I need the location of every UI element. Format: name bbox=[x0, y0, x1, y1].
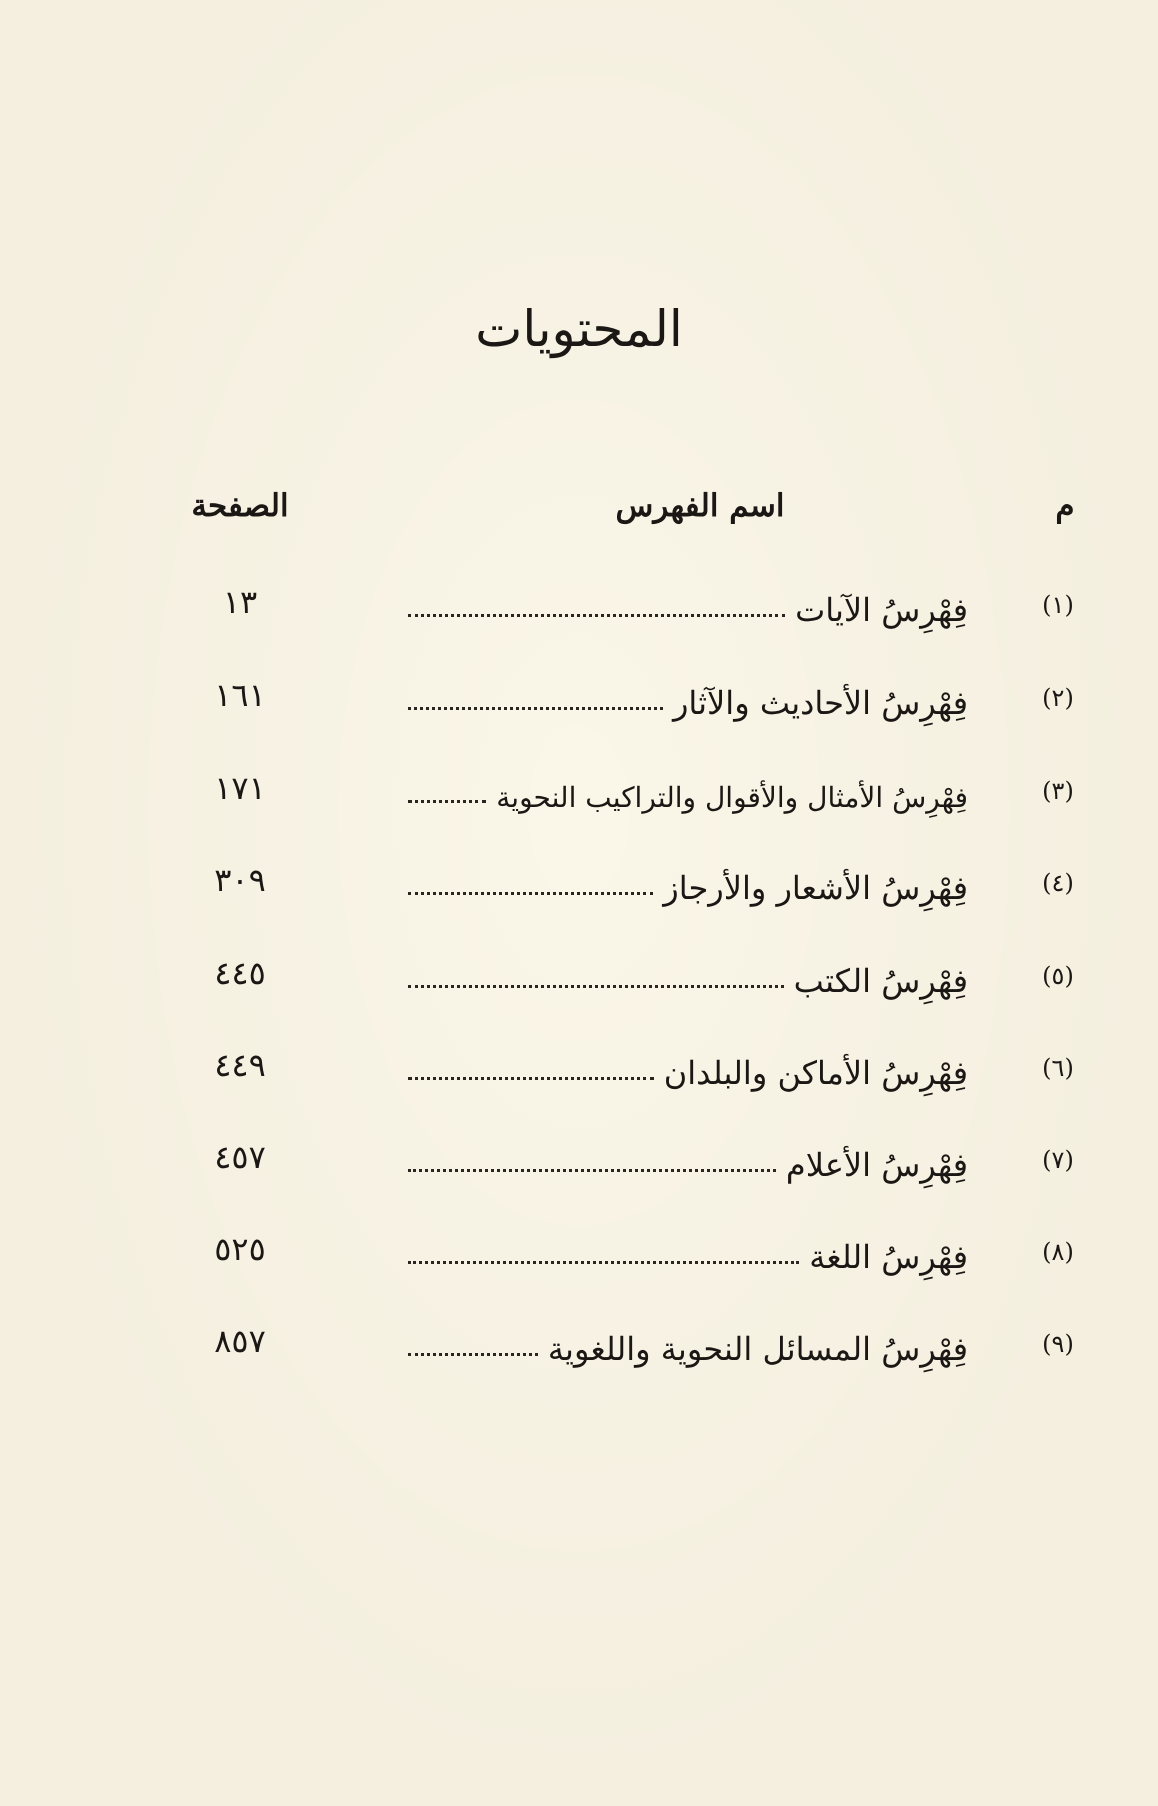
toc-row-page: ١٣ bbox=[222, 583, 258, 621]
toc-row bbox=[0, 1314, 1158, 1374]
toc-row-title-wrap bbox=[408, 859, 968, 907]
toc-row-number: (٥) bbox=[1042, 962, 1074, 990]
toc-row-page: ٨٥٧ bbox=[214, 1322, 266, 1360]
dot-leader bbox=[408, 1353, 538, 1356]
toc-row-title-wrap bbox=[408, 1136, 968, 1184]
toc-row-page: ٤٤٥ bbox=[214, 954, 266, 992]
dot-leader bbox=[408, 800, 486, 803]
toc-row-number: (٣) bbox=[1042, 777, 1074, 805]
toc-row bbox=[0, 853, 1158, 913]
toc-row bbox=[0, 1038, 1158, 1098]
toc-row-page: ٣٠٩ bbox=[214, 861, 266, 899]
toc-row-title-wrap bbox=[408, 767, 968, 815]
toc-row-number: (٦) bbox=[1042, 1054, 1074, 1082]
toc-row-title-wrap bbox=[408, 1320, 968, 1368]
dot-leader bbox=[408, 1261, 799, 1264]
toc-row-number: (٢) bbox=[1042, 684, 1074, 712]
toc-row-title: فِهْرِسُ الأشعار والأرجاز bbox=[663, 868, 968, 907]
toc-row-title: فِهْرِسُ الأماكن والبلدان bbox=[663, 1053, 968, 1092]
toc-row-title: فِهْرِسُ الأعلام bbox=[785, 1145, 968, 1184]
toc-row-title: فِهْرِسُ الآيات bbox=[795, 590, 968, 629]
dot-leader bbox=[408, 892, 653, 895]
toc-row bbox=[0, 1222, 1158, 1282]
toc-row-number: (٤) bbox=[1042, 869, 1074, 897]
toc-row-title-wrap bbox=[408, 1044, 968, 1092]
dot-leader bbox=[408, 614, 785, 617]
header-index-name: اسم الفهرس bbox=[615, 488, 785, 524]
page-title: المحتويات bbox=[475, 300, 683, 358]
toc-row-number: (٨) bbox=[1042, 1238, 1074, 1266]
toc-row-title-wrap bbox=[408, 581, 968, 629]
dot-leader bbox=[408, 985, 784, 988]
dot-leader bbox=[408, 1077, 654, 1080]
toc-row-title-wrap bbox=[408, 1228, 968, 1276]
toc-row bbox=[0, 761, 1158, 821]
toc-row-page: ١٧١ bbox=[214, 769, 266, 807]
toc-row-number: (٩) bbox=[1042, 1330, 1074, 1358]
toc-row-page: ٤٤٩ bbox=[214, 1046, 266, 1084]
toc-row-title: فِهْرِسُ الكتب bbox=[793, 961, 968, 1000]
toc-row-title: فِهْرِسُ الأمثال والأقوال والتراكيب النحوية bbox=[496, 781, 968, 815]
header-number: م bbox=[1055, 488, 1075, 524]
toc-row-page: ٥٢٥ bbox=[214, 1230, 266, 1268]
toc-row-title: فِهْرِسُ اللغة bbox=[809, 1237, 968, 1276]
toc-row-title: فِهْرِسُ الأحاديث والآثار bbox=[672, 683, 968, 722]
toc-row-page: ٤٥٧ bbox=[214, 1138, 266, 1176]
toc-row-title-wrap bbox=[408, 674, 968, 722]
toc-row bbox=[0, 1130, 1158, 1190]
toc-row-title-wrap bbox=[408, 952, 968, 1000]
toc-row bbox=[0, 668, 1158, 728]
dot-leader bbox=[408, 1169, 776, 1172]
header-page: الصفحة bbox=[191, 488, 289, 524]
toc-row-title: فِهْرِسُ المسائل النحوية واللغوية bbox=[547, 1329, 968, 1368]
toc-row bbox=[0, 575, 1158, 635]
toc-row-number: (٧) bbox=[1042, 1146, 1074, 1174]
toc-row-page: ١٦١ bbox=[214, 676, 266, 714]
toc-row bbox=[0, 946, 1158, 1006]
dot-leader bbox=[408, 707, 663, 710]
toc-row-number: (١) bbox=[1042, 591, 1074, 619]
